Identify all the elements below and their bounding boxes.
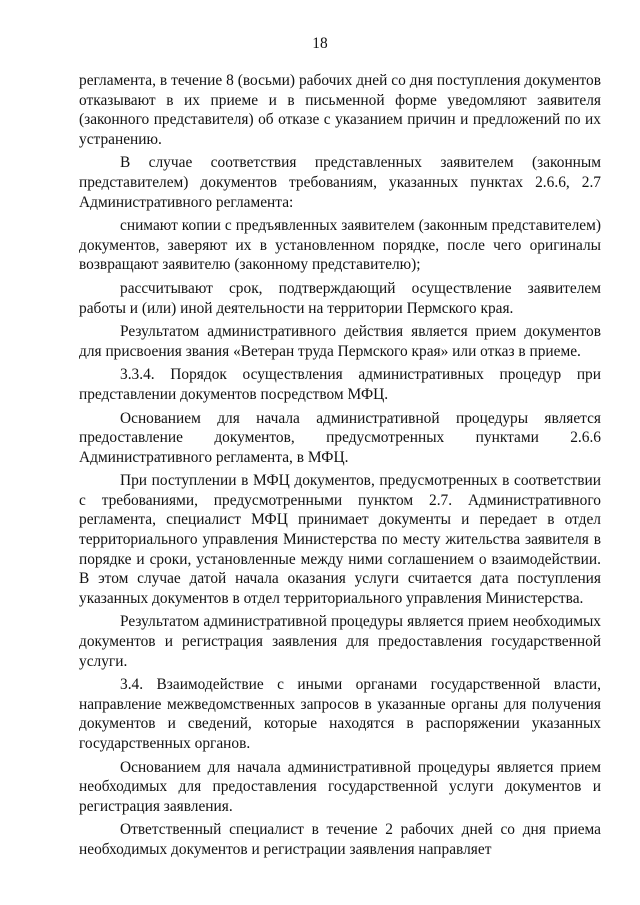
paragraph: Основанием для начала административной процедуры является прием необходимых для предоставления государственной услуги документов и регистрация заявления. bbox=[79, 758, 601, 815]
paragraph: Основанием для начала административной процедуры является предоставление документов, предусмотренных пунктами 2.6.6 Административного регламента, в МФЦ. bbox=[79, 409, 601, 466]
paragraph: В случае соответствия представленных заявителем (законным представителем) документов требованиям, указанных пунктах 2.6.6, 2.7 Административного регламента: bbox=[79, 154, 601, 211]
paragraph: снимают копии с предъявленных заявителем (законным представителем) документов, заверяют их в установленном порядке, после чего оригиналы возвращают заявителю (законному представителю); bbox=[79, 217, 601, 274]
paragraph: регламента, в течение 8 (восьми) рабочих дней со дня поступления документов отказывают в их приеме и в письменной форме уведомляют заявителя (законного представителя) об отказе с указанием причин и предложений по их устранению. bbox=[79, 72, 601, 148]
paragraph: рассчитывают срок, подтверждающий осуществление заявителем работы и (или) иной деятельности на территории Пермского края. bbox=[79, 279, 601, 317]
paragraph: Ответственный специалист в течение 2 рабочих дней со дня приема необходимых документов и регистрации заявления направляет bbox=[79, 821, 601, 858]
page-number: 18 bbox=[312, 35, 328, 52]
paragraph: При поступлении в МФЦ документов, предусмотренных в соответствии с требованиями, предусмотренными пунктом 2.7. Административного регламента, специалист МФЦ принимает документы и передает в отдел территориального управления Министерства по месту жительства заявителя в порядке и сроки, установленные между ними соглашением о взаимодействии. В этом случае датой начала оказания услуги считается дата поступления указанных документов в отдел территориального управления Министерства. bbox=[79, 472, 601, 607]
paragraph: Результатом административной процедуры является прием необходимых документов и регистрация заявления для предоставления государственной услуги. bbox=[79, 613, 601, 670]
section-heading: 3.3.4. Порядок осуществления административных процедур при представлении документов посредством МФЦ. bbox=[79, 366, 601, 403]
body-text bbox=[79, 71, 601, 864]
paragraph: Результатом административного действия является прием документов для присвоения звания «Ветеран труда Пермского края» или отказ в приеме. bbox=[79, 323, 601, 360]
section-heading: 3.4. Взаимодействие с иными органами государственной власти, направление межведомственных запросов в указанные органы для получения документов и сведений, которые находятся в распоряжении указанных государственных органов. bbox=[79, 676, 601, 752]
